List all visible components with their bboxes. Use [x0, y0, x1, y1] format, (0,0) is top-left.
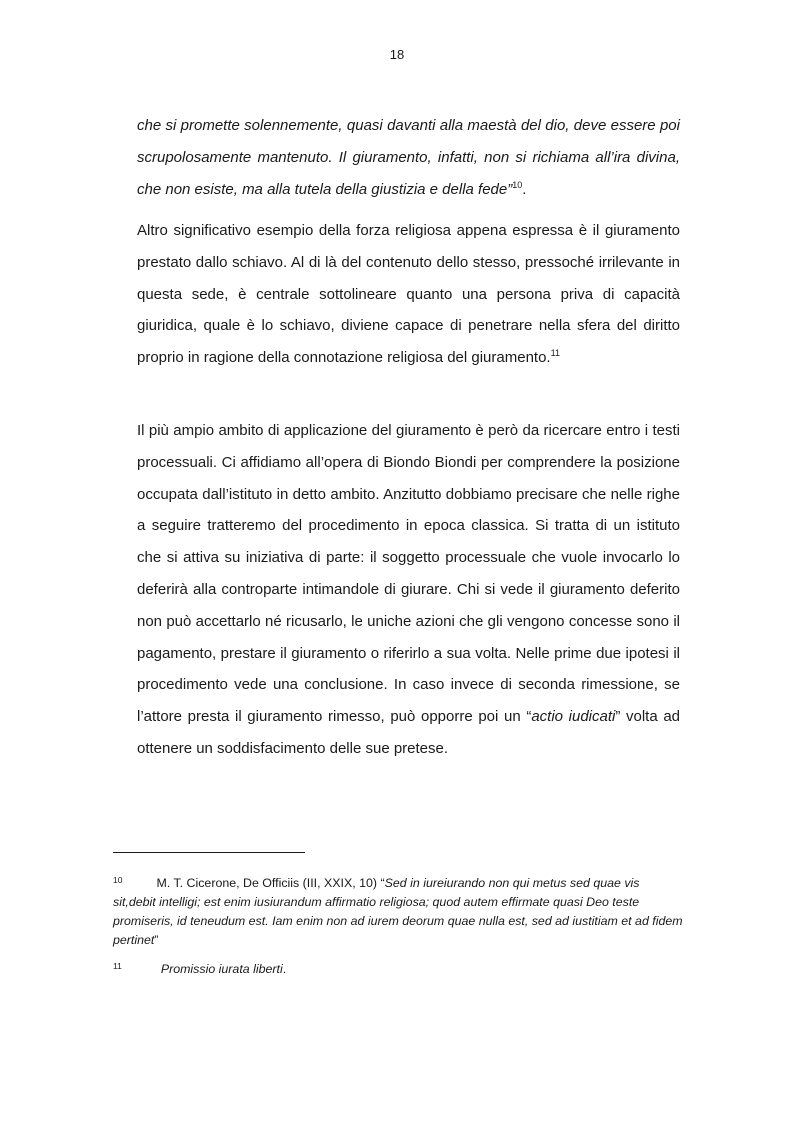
paragraph-quote-continuation	[137, 110, 680, 205]
footnote-ref-11[interactable]: 11	[550, 348, 560, 359]
footnote-number: 10	[113, 875, 123, 885]
footnote-intro: M. T. Cicerone, De Officiis (III, XXIX, 10) “	[156, 876, 385, 890]
quote-text: che si promette solennemente, quasi davanti alla maestà del dio, deve essere poi scrupolosamente mantenuto. Il giuramento, infatti, non si richiama all’ira divina, che non esiste, ma alla tutela della giustizia e della fede”	[137, 117, 680, 198]
page-number: 18	[389, 47, 405, 62]
footnote-close: ”	[154, 933, 159, 947]
paragraph-text: Altro significativo esempio della forza religiosa appena espressa è il giuramento prestato dallo schiavo. Al di là del contenuto dello stesso, pressoché irrilevante in questa sede, è centrale sottolineare quanto una persona priva di capacità giuridica, quale è lo schiavo, diviene capace di penetrare nella sfera del diritto proprio in ragione della connotazione religiosa del giuramento.	[137, 222, 680, 367]
quote-end: .	[522, 180, 527, 198]
footnote-ref-10[interactable]: 10	[512, 179, 523, 190]
footnote-number: 11	[113, 961, 122, 971]
footnote-separator	[113, 852, 305, 853]
footnote-end: .	[282, 962, 287, 976]
footnote-10	[113, 871, 683, 950]
footnote-11	[113, 957, 683, 979]
paragraph-procedural-texts	[137, 415, 680, 765]
italic-term: actio iudicati	[531, 708, 616, 726]
footnote-quote: Sed in iureiurando non qui metus sed quae vis sit,debit intelligi; est enim iusiurandum affirmatio religiosa; quod autem effirmate quasi Deo teste promiseris, id teneudum est. Iam enim non ad iurem deorum quae nulla est, sed ad iustitiam et ad fidem pertinet	[113, 876, 683, 947]
footnote-text: Promissio iurata liberti	[160, 962, 283, 976]
paragraph-text-after: ” volta ad ottenere un soddisfacimento delle sue pretese.	[137, 708, 681, 757]
paragraph-text-before: Il più ampio ambito di applicazione del giuramento è però da ricercare entro i testi processuali. Ci affidiamo all’opera di Biondo Biondi per comprendere la posizione occupata dall’istituto in detto ambito. Anzitutto dobbiamo precisare che nelle righe a seguire tratteremo del procedimento in epoca classica. Si tratta di un istituto che si attiva su iniziativa di parte: il soggetto processuale che vuole invocarlo lo deferirà alla controparte intimandole di giurare. Chi si vede il giuramento deferito non può accettarlo né ricusarlo, le uniche azioni che gli vengono concesse sono il pagamento, prestare il giuramento o riferirlo a sua volta. Nelle prime due ipotesi il procedimento vede una conclusione. In caso invece di seconda rimessione, se l’attore presta il giuramento rimesso, può opporre poi un “	[137, 422, 680, 726]
paragraph-slave-oath	[137, 215, 680, 374]
